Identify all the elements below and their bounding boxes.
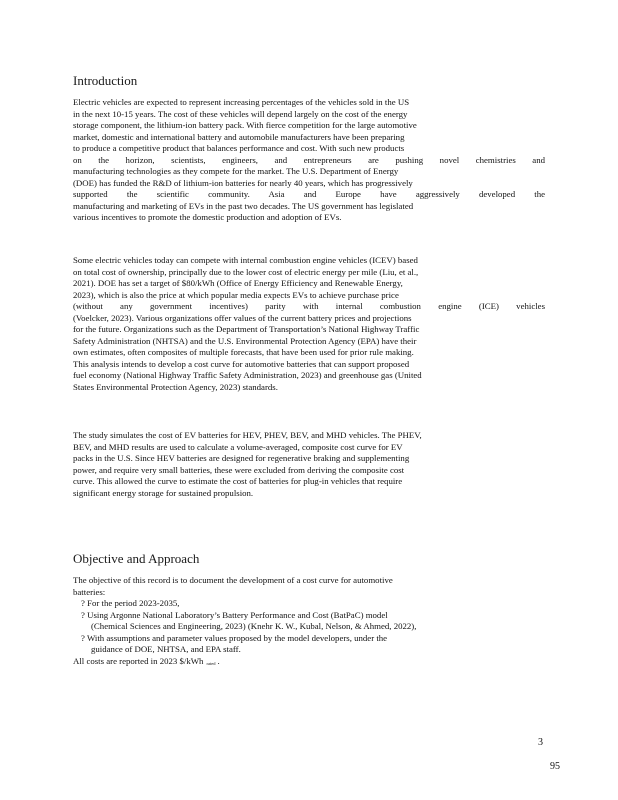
text-line: (DOE) has funded the R&D of lithium-ion batteries for nearly 40 years, which has progressively xyxy=(73,177,413,188)
text-line: States Environmental Protection Agency, 2023) standards. xyxy=(73,381,278,392)
text-line: Some electric vehicles today can compete with internal combustion engine vehicles (ICEV) based xyxy=(73,255,418,265)
text-line: manufacturing and marketing of EVs in the past two decades. The US government has legislated xyxy=(73,200,414,211)
text-line: batteries: xyxy=(73,586,106,597)
text-line: The study simulates the cost of EV batteries for HEV, PHEV, BEV, and MHD vehicles. The PHEV, xyxy=(73,430,422,440)
intro-paragraph-1 xyxy=(73,97,545,224)
text-line: on the horizon, scientists, engineers, and entrepreneurs are pushing novel chemistries and xyxy=(73,154,545,165)
objective-paragraph xyxy=(73,575,545,667)
page-number: 3 xyxy=(538,737,543,748)
text-line: to produce a competitive product that balances performance and cost. With such new products xyxy=(73,143,405,153)
costs-note-suffix: . xyxy=(217,655,220,666)
text-line: packs in the U.S. Since HEV batteries are designed for regenerative braking and supplementing xyxy=(73,453,410,463)
intro-paragraph-2 xyxy=(73,255,545,393)
text-line: power, and require very small batteries, these were excluded from deriving the composite cost xyxy=(73,464,405,475)
text-line: This analysis intends to develop a cost curve for automotive batteries that can support proposed xyxy=(73,358,410,369)
text-line: supported the scientific community. Asia and Europe have aggressively developed the xyxy=(73,189,545,199)
text-line: Electric vehicles are expected to represent increasing percentages of the vehicles sold in the US xyxy=(73,97,410,107)
text-line: in the next 10-15 years. The cost of these vehicles will depend largely on the cost of the energy xyxy=(73,108,408,119)
text-line: fuel economy (National Highway Traffic Safety Administration, 2023) and greenhouse gas (United xyxy=(73,370,422,380)
text-line: (without any government incentives) parity with internal combustion engine (ICE) vehicles xyxy=(73,301,545,311)
text-line: market, domestic and international battery and automobile manufacturers have been preparing xyxy=(73,131,405,142)
text-line: curve. This allowed the curve to estimate the cost of batteries for plug-in vehicles that require xyxy=(73,476,403,486)
text-line: own estimates, often composites of multiple forecasts, that have been used for prior rule making. xyxy=(73,347,414,357)
text-line: 2023), which is also the price at which popular media expects EVs to achieve purchase price xyxy=(73,289,399,300)
bullet-item: ? For the period 2023-2035, xyxy=(81,598,180,608)
text-line: on total cost of ownership, principally due to the lower cost of electric energy per mile (Liu, et al., xyxy=(73,266,419,277)
text-line: various incentives to promote the domestic production and adoption of EVs. xyxy=(73,212,342,222)
rated-subscript: rated xyxy=(206,660,216,666)
bullet-continuation: (Chemical Sciences and Engineering, 2023) (Knehr K. W., Kubal, Nelson, & Ahmed, 2022), xyxy=(91,621,417,631)
text-line: 2021). DOE has set a target of $80/kWh (Office of Energy Efficiency and Renewable Energy, xyxy=(73,278,403,288)
bullet-continuation: guidance of DOE, NHTSA, and EPA staff. xyxy=(91,644,241,654)
costs-note xyxy=(73,656,545,668)
text-line: for the future. Organizations such as the Department of Transportation’s National Highway Traffic xyxy=(73,324,420,334)
text-line: manufacturing technologies as they compete for the market. The U.S. Department of Energy xyxy=(73,166,399,176)
intro-paragraph-3 xyxy=(73,430,545,499)
text-line: storage component, the lithium-ion battery pack. With fierce competition for the large automotive xyxy=(73,120,417,130)
introduction-heading: Introduction xyxy=(73,73,138,88)
text-line: significant energy storage for sustained propulsion. xyxy=(73,487,254,498)
objective-heading: Objective and Approach xyxy=(73,551,200,566)
bullet-item: ? Using Argonne National Laboratory’s Battery Performance and Cost (BatPaC) model xyxy=(81,609,388,620)
text-line: Safety Administration (NHTSA) and the U.S. Environmental Protection Agency (EPA) have their xyxy=(73,335,417,346)
text-line: (Voelcker, 2023). Various organizations offer values of the current battery prices and projections xyxy=(73,312,412,323)
document-page-number: 95 xyxy=(550,761,560,772)
text-line: BEV, and MHD results are used to calculate a volume-averaged, composite cost curve for EV xyxy=(73,441,403,452)
bullet-item: ? With assumptions and parameter values proposed by the model developers, under the xyxy=(81,632,388,643)
text-line: The objective of this record is to document the development of a cost curve for automotive xyxy=(73,575,393,585)
costs-note-text: All costs are reported in 2023 $/kWh xyxy=(73,655,204,666)
